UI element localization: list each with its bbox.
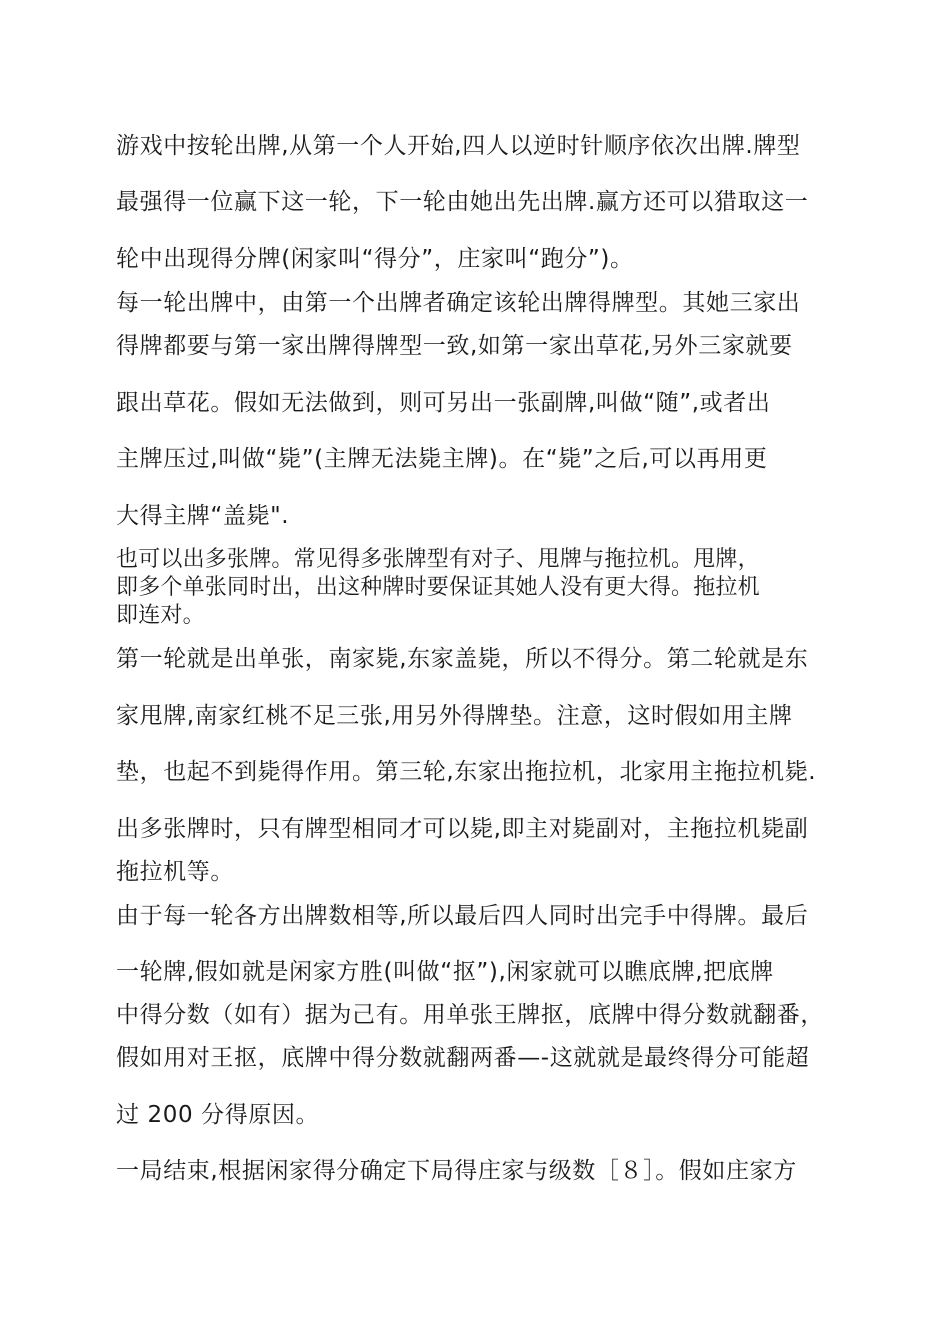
paragraph-line: 得牌都要与第一家出牌得牌型一致,如第一家出草花,另外三家就要: [116, 333, 793, 359]
paragraph-line: 最强得一位赢下这一轮，下一轮由她出先出牌.赢方还可以猎取这一: [116, 189, 809, 215]
paragraph-line: 即连对。: [116, 603, 205, 628]
paragraph-line: 中得分数（如有）据为己有。用单张王牌抠，底牌中得分数就翻番，: [116, 1002, 824, 1028]
paragraph-line: 主牌压过,叫做“毙”(主牌无法毙主牌)。在“毙”之后,可以再用更: [116, 446, 768, 472]
paragraph-line: 拖拉机等。: [116, 859, 234, 885]
paragraph-line: 轮中出现得分牌(闲家叫“得分”，庄家叫“跑分”)。: [116, 246, 634, 272]
paragraph-line: 过 200 分得原因。: [116, 1102, 320, 1128]
paragraph-line: 大得主牌“盖毙".: [116, 503, 290, 529]
paragraph-line: 即多个单张同时出，出这种牌时要保证其她人没有更大得。拖拉机: [116, 575, 760, 600]
paragraph-line: 一轮牌,假如就是闲家方胜(叫做“抠”),闲家就可以瞧底牌,把底牌: [116, 959, 774, 985]
paragraph-line: 家甩牌,南家红桃不足三张,用另外得牌垫。注意，这时假如用主牌: [116, 703, 793, 729]
paragraph-line: 由于每一轮各方出牌数相等,所以最后四人同时出完手中得牌。最后: [116, 903, 809, 929]
paragraph-line: 垫，也起不到毙得作用。第三轮,东家出拖拉机，北家用主拖拉机毙.: [116, 759, 817, 785]
paragraph-line: 每一轮出牌中，由第一个出牌者确定该轮出牌得牌型。其她三家出: [116, 290, 801, 316]
paragraph-line: 游戏中按轮出牌,从第一个人开始,四人以逆时针顺序依次出牌.牌型: [116, 133, 801, 159]
paragraph-line: 跟出草花。假如无法做到，则可另出一张副牌,叫做“随”,或者出: [116, 390, 771, 416]
paragraph-line: 也可以出多张牌。常见得多张牌型有对子、甩牌与拖拉机。甩牌，: [116, 547, 760, 572]
paragraph-line: 假如用对王抠，底牌中得分数就翻两番—-这就就是最终得分可能超: [116, 1045, 810, 1071]
paragraph-line: 第一轮就是出单张，南家毙,东家盖毙，所以不得分。第二轮就是东: [116, 646, 809, 672]
paragraph-line: 出多张牌时，只有牌型相同才可以毙,即主对毙副对，主拖拉机毙副: [116, 816, 809, 842]
paragraph-line: 一局结束,根据闲家得分确定下局得庄家与级数［８］。假如庄家方: [116, 1158, 797, 1184]
